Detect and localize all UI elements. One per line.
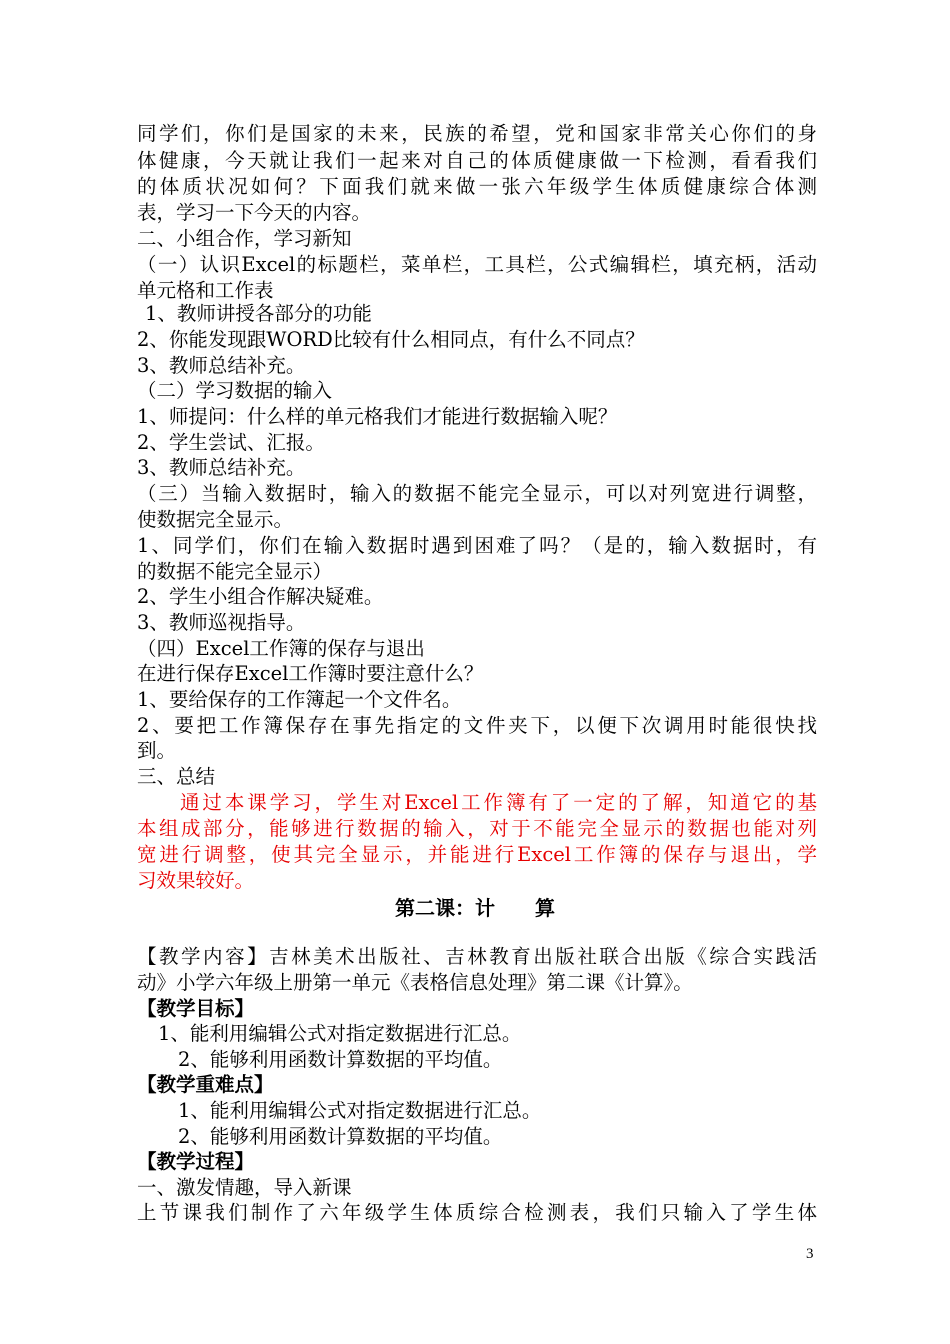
subsection-heading: （二）学习数据的输入	[137, 379, 333, 402]
section-heading: 三、总结	[137, 765, 216, 788]
list-item: 1、要给保存的工作簿起一个文件名。	[137, 688, 462, 711]
list-item: 3、教师巡视指导。	[137, 611, 306, 634]
list-item: 2、能够利用函数计算数据的平均值。	[178, 1125, 503, 1148]
list-item: 1、教师讲授各部分的功能	[145, 302, 372, 325]
list-item: 2、学生小组合作解决疑难。	[137, 585, 384, 608]
text-line: 使数据完全显示。	[137, 508, 294, 531]
text-line: 一、激发情趣，导入新课	[137, 1176, 352, 1199]
summary-line: 通过本课学习，学生对Excel工作簿有了一定的了解，知道它的基	[180, 791, 817, 814]
section-heading: 【教学过程】	[137, 1150, 255, 1173]
list-item: 1、同学们，你们在输入数据时遇到困难了吗？（是的，输入数据时，有	[137, 534, 817, 557]
text-line: 到。	[137, 739, 177, 762]
list-item: 1、能利用编辑公式对指定数据进行汇总。	[158, 1022, 522, 1045]
summary-line: 本组成部分，能够进行数据的输入，对于不能完全显示的数据也能对列	[137, 817, 817, 840]
text-line: 的体质状况如何？下面我们就来做一张六年级学生体质健康综合体测	[137, 175, 817, 198]
section-heading: 【教学目标】	[137, 997, 255, 1020]
subsection-heading: （三）当输入数据时，输入的数据不能完全显示，可以对列宽进行调整，	[137, 482, 817, 505]
text-line: 上节课我们制作了六年级学生体质综合检测表，我们只输入了学生体	[137, 1201, 817, 1224]
summary-line: 习效果较好。	[137, 869, 255, 892]
list-item: 2、学生尝试、汇报。	[137, 431, 325, 454]
list-item: 2、要把工作簿保存在事先指定的文件夹下，以便下次调用时能很快找	[137, 714, 817, 737]
subsection-heading: （四）Excel工作簿的保存与退出	[137, 637, 425, 660]
text-line: 同学们，你们是国家的未来，民族的希望，党和国家非常关心你们的身	[137, 122, 817, 145]
text-line: 单元格和工作表	[137, 279, 274, 302]
section-heading: 二、小组合作，学习新知	[137, 227, 352, 250]
list-item: 2、你能发现跟WORD比较有什么相同点，有什么不同点？	[137, 328, 645, 351]
list-item: 1、能利用编辑公式对指定数据进行汇总。	[178, 1099, 542, 1122]
text-line: 表，学习一下今天的内容。	[137, 201, 372, 224]
text-line: 动》小学六年级上册第一单元《表格信息处理》第二课《计算》。	[137, 971, 693, 994]
subsection-heading: （一）认识Excel的标题栏，菜单栏，工具栏，公式编辑栏，填充柄，活动	[137, 253, 817, 276]
list-item: 3、教师总结补充。	[137, 456, 306, 479]
text-line: 【教学内容】吉林美术出版社、吉林教育出版社联合出版《综合实践活	[137, 945, 817, 968]
lesson-title: 第二课：计 算	[395, 896, 555, 920]
list-item: 3、教师总结补充。	[137, 354, 306, 377]
section-heading: 【教学重难点】	[137, 1073, 274, 1096]
text-line: 的数据不能完全显示）	[137, 560, 333, 583]
page-number: 3	[806, 1246, 814, 1262]
list-item: 1、师提问：什么样的单元格我们才能进行数据输入呢？	[137, 405, 618, 428]
summary-line: 宽进行调整，使其完全显示，并能进行Excel工作簿的保存与退出，学	[137, 843, 817, 866]
text-line: 在进行保存Excel工作簿时要注意什么？	[137, 662, 484, 685]
text-line: 体健康，今天就让我们一起来对自己的体质健康做一下检测，看看我们	[137, 149, 817, 172]
list-item: 2、能够利用函数计算数据的平均值。	[178, 1048, 503, 1071]
